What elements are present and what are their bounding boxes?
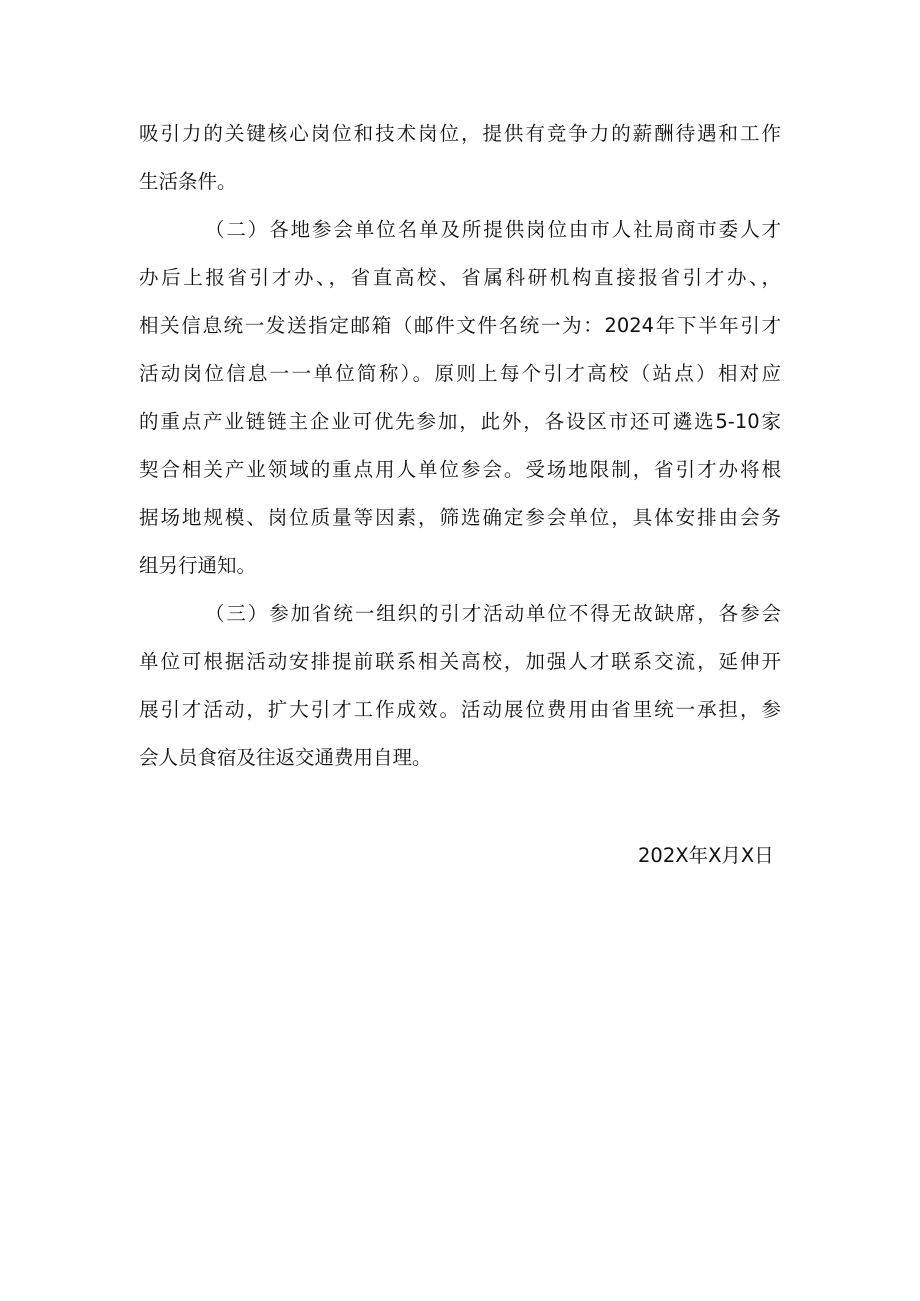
text-line: （二）各地参会单位名单及所提供岗位由市人社局商市委人才 <box>205 218 781 241</box>
text-line: 吸引力的关键核心岗位和技术岗位，提供有竞争力的薪酬待遇和工作 <box>139 122 781 145</box>
text-line: （三）参加省统一组织的引才活动单位不得无故缺席，各参会 <box>205 602 781 625</box>
text-line: 契合相关产业领域的重点用人单位参会。受场地限制，省引才办将根 <box>139 458 781 481</box>
text-line: 活动岗位信息一一单位简称）。原则上每个引才高校（站点）相对应 <box>139 362 781 385</box>
text-line: 单位可根据活动安排提前联系相关高校，加强人才联系交流，延伸开 <box>139 650 781 673</box>
paragraph-3 <box>139 593 781 785</box>
document-date: 202X年X月X日 <box>638 844 774 867</box>
text-line: 组另行通知。 <box>139 554 257 577</box>
text-line: 办后上报省引才办、，省直高校、省属科研机构直接报省引才办、， <box>139 266 781 289</box>
text-line: 会人员食宿及往返交通费用自理。 <box>139 746 432 769</box>
text-line: 据场地规模、岗位质量等因素，筛选确定参会单位，具体安排由会务 <box>139 506 781 529</box>
paragraph-1 <box>139 113 781 209</box>
document-body <box>139 113 781 785</box>
text-line: 的重点产业链链主企业可优先参加，此外，各设区市还可遴选5-10家 <box>139 410 781 433</box>
paragraph-2 <box>139 209 781 593</box>
text-line: 相关信息统一发送指定邮箱（邮件文件名统一为：2024年下半年引才 <box>139 314 781 337</box>
text-line: 生活条件。 <box>139 170 237 193</box>
text-line: 展引才活动，扩大引才工作成效。活动展位费用由省里统一承担，参 <box>139 698 781 721</box>
